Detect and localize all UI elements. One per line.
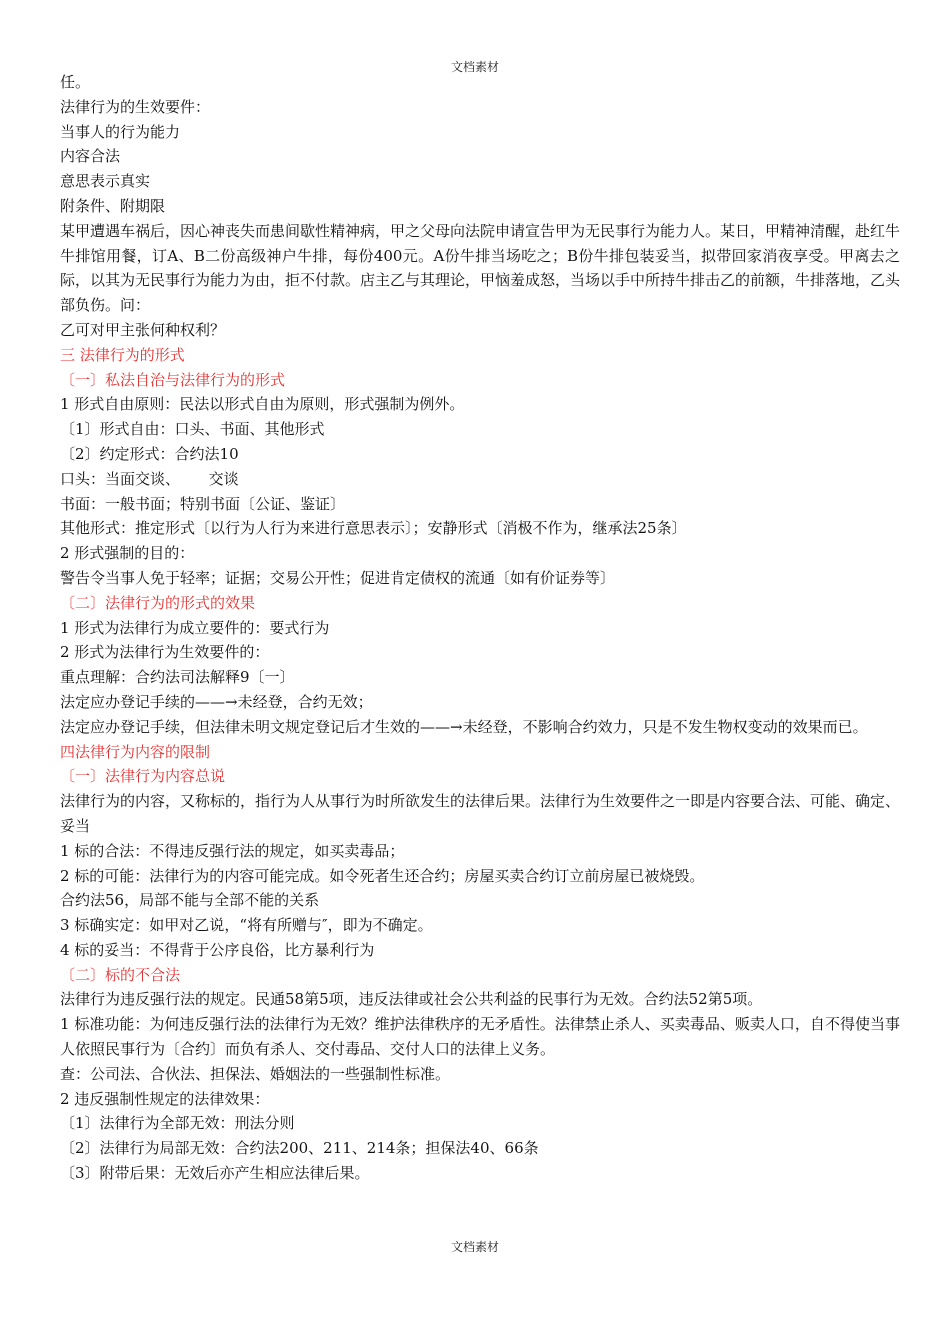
section-heading: 〔二〕标的不合法 xyxy=(60,965,181,984)
paragraph: 〔2〕法律行为局部无效：合约法200、211、214条；担保法40、66条 xyxy=(60,1139,539,1158)
paragraph: 查：公司法、合伙法、担保法、婚姻法的一些强制性标准。 xyxy=(60,1064,451,1083)
paragraph: 2 标的可能：法律行为的内容可能完成。如令死者生还合约；房屋买卖合约订立前房屋已被烧毁。 xyxy=(60,866,705,885)
paragraph: 法定应办登记手续，但法律未明文规定登记后才生效的——→未经登，不影响合约效力，只是不发生物权变动的效果而已。 xyxy=(60,717,868,736)
paragraph: 法律行为违反强行法的规定。民通58第5项，违反法律或社会公共利益的民事行为无效。合约法52第5项。 xyxy=(60,990,763,1009)
paragraph: 重点理解：合约法司法解释9〔一〕 xyxy=(60,668,295,687)
paragraph: 法律行为的生效要件： xyxy=(60,97,211,116)
paragraph: 2 形式为法律行为生效要件的： xyxy=(60,643,270,662)
paragraph: 内容合法 xyxy=(60,147,121,166)
page-header: 文档素材 xyxy=(450,60,499,74)
paragraph: 〔2〕约定形式：合约法10 xyxy=(60,444,239,463)
paragraph: 意思表示真实 xyxy=(60,172,151,191)
paragraph: 1 形式为法律行为成立要件的：要式行为 xyxy=(60,618,330,637)
paragraph: 附条件、附期限 xyxy=(60,196,166,215)
section-heading: 〔一〕法律行为内容总说 xyxy=(60,767,226,786)
paragraph: 1 形式自由原则：民法以形式自由为原则，形式强制为例外。 xyxy=(60,395,465,414)
paragraph: 2 违反强制性规定的法律效果： xyxy=(60,1089,270,1108)
paragraph: 法律行为的内容，又称标的，指行为人从事行为时所欲发生的法律后果。法律行为生效要件之一即是内容要合法、可能、确定、妥当 xyxy=(60,792,901,835)
section-heading: 〔二〕法律行为的形式的效果 xyxy=(60,593,256,612)
paragraph: 〔3〕附带后果：无效后亦产生相应法律后果。 xyxy=(60,1164,370,1183)
paragraph: 3 标确实定：如甲对乙说，“将有所赠与″，即为不确定。 xyxy=(60,916,433,935)
paragraph: 其他形式：推定形式〔以行为人行为来进行意思表示〕；安静形式〔消极不作为，继承法25条〕 xyxy=(60,519,687,538)
section-heading: 三 法律行为的形式 xyxy=(60,345,185,364)
section-heading: 四法律行为内容的限制 xyxy=(60,742,211,761)
paragraph: 1 标的合法：不得违反强行法的规定，如买卖毒品； xyxy=(60,841,405,860)
paragraph: 〔1〕法律行为全部无效：刑法分则 xyxy=(60,1114,295,1133)
paragraph: 4 标的妥当：不得背于公序良俗，比方暴利行为 xyxy=(60,940,375,959)
page-footer: 文档素材 xyxy=(450,1240,499,1254)
paragraph: 乙可对甲主张何种权利？ xyxy=(60,320,226,339)
paragraph: 书面：一般书面；特别书面〔公证、鉴证〕 xyxy=(60,494,346,513)
paragraph: 警告令当事人免于轻率；证据；交易公开性；促进肯定债权的流通〔如有价证券等〕 xyxy=(60,568,616,587)
paragraph: 2 形式强制的目的： xyxy=(60,544,195,563)
paragraph: 合约法56，局部不能与全部不能的关系 xyxy=(60,891,320,910)
paragraph: 法定应办登记手续的——→未经登，合约无效； xyxy=(60,692,373,711)
paragraph: 某甲遭遇车祸后，因心神丧失而患间歇性精神病，甲之父母向法院申请宣告甲为无民事行为能力人。某日，甲精神清醒，赴红牛牛排馆用餐，订A、B二份高级神户牛排，每份400元。A份牛排当场吃之；B份牛排包装妥当，拟带回家消夜享受。甲离去之际，以其为无民事行为能力为由，拒不付款。店主乙与其理论，甲恼羞成怒，当场以手中所持牛排击乙的前额，牛排落地，乙头部负伤。问： xyxy=(60,221,901,315)
section-heading: 〔一〕私法自治与法律行为的形式 xyxy=(60,370,286,389)
document-body xyxy=(60,70,900,1186)
paragraph: 任。 xyxy=(60,73,91,91)
paragraph: 〔1〕形式自由：口头、书面、其他形式 xyxy=(60,420,325,439)
paragraph: 1 标准功能：为何违反强行法的法律行为无效？维护法律秩序的无矛盾性。法律禁止杀人、买卖毒品、贩卖人口，自不得使当事人依照民事行为〔合约〕而负有杀人、交付毒品、交付人口的法律上义务。 xyxy=(60,1015,900,1059)
paragraph: 当事人的行为能力 xyxy=(60,122,181,141)
paragraph: 口头：当面交谈、 交谈 xyxy=(60,469,239,488)
